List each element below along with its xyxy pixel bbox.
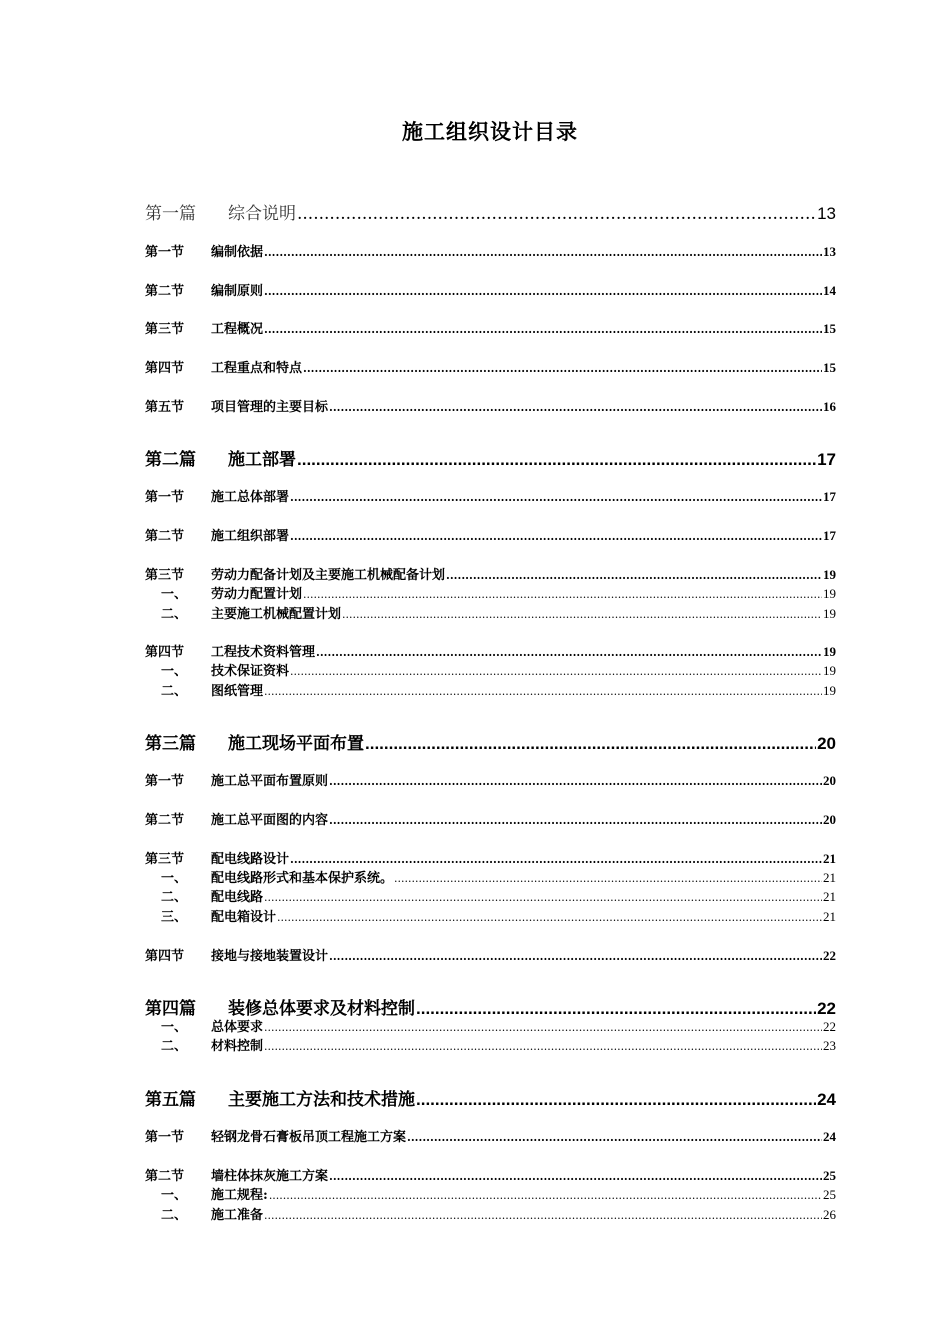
toc-entry-number: 第一节 [145,490,185,505]
toc-entry-page: 23 [823,1038,836,1053]
toc-section-entry[interactable] [145,280,836,302]
toc-entry-page: 19 [823,606,836,621]
toc-entry-page: 24 [817,1090,836,1109]
toc-entry-number: 第三节 [145,568,185,583]
toc-dot-leader [269,1189,822,1202]
toc-dot-leader [416,1090,816,1110]
toc-dot-leader [264,285,822,298]
toc-section-entry[interactable] [145,1126,836,1148]
toc-dot-leader [446,569,822,582]
toc-entry-title: 总体要求 [211,1020,264,1035]
toc-item-entry[interactable] [145,583,836,605]
toc-entry-title: 项目管理的主要目标 [211,400,329,415]
toc-dot-leader [264,323,822,336]
toc-section-entry[interactable] [145,396,836,418]
toc-entry-title: 施工规程: [211,1188,268,1203]
toc-section-entry[interactable] [145,241,836,263]
toc-entry-number: 第二节 [145,529,185,544]
toc-entry-page: 25 [823,1187,836,1202]
toc-dot-leader [329,950,822,963]
toc-entry-page: 21 [823,889,836,904]
toc-entry-page: 22 [823,948,836,963]
toc-part-entry[interactable] [145,729,836,754]
toc-entry-title: 工程重点和特点 [211,361,303,376]
toc-dot-leader [264,891,822,904]
toc-section-entry[interactable] [145,945,836,967]
toc-dot-leader [264,1021,822,1034]
toc-dot-leader [297,450,816,470]
toc-entry-page: 25 [823,1168,836,1183]
toc-entry-number: 第一节 [145,1130,185,1145]
toc-entry-title: 劳动力配备计划及主要施工机械配备计划 [211,568,446,583]
toc-dot-leader [264,1209,822,1222]
toc-entry-title: 图纸管理 [211,684,264,699]
toc-entry-number: 第四篇 [145,999,196,1019]
toc-dot-leader [303,362,822,375]
toc-item-entry[interactable] [145,603,836,625]
toc-entry-number: 第二节 [145,284,185,299]
toc-part-entry[interactable] [145,445,836,470]
toc-entry-title: 劳动力配置计划 [211,587,303,602]
toc-dot-leader [264,685,822,698]
toc-entry-page: 24 [823,1129,836,1144]
toc-entry-page: 19 [823,567,836,582]
toc-dot-leader [290,491,822,504]
toc-entry-page: 22 [817,999,836,1018]
toc-entry-number: 二、 [161,1208,188,1223]
toc-entry-page: 14 [823,283,836,298]
toc-dot-leader [394,872,822,885]
toc-section-entry[interactable] [145,357,836,379]
toc-part-entry[interactable] [145,199,836,224]
toc-entry-number: 二、 [161,890,188,905]
toc-entry-number: 一、 [161,1020,188,1035]
toc-item-entry[interactable] [145,660,836,682]
toc-entry-page: 20 [817,734,836,753]
toc-dot-leader [329,814,822,827]
toc-entry-number: 第五节 [145,400,185,415]
toc-item-entry[interactable] [145,680,836,702]
toc-part-entry[interactable] [145,1085,836,1110]
toc-dot-leader [264,1040,822,1053]
toc-item-entry[interactable] [145,1035,836,1057]
toc-dot-leader [290,665,822,678]
toc-entry-number: 二、 [161,607,188,622]
toc-part-entry[interactable] [145,994,836,1019]
toc-entry-number: 第四节 [145,361,185,376]
toc-entry-page: 17 [823,489,836,504]
toc-entry-title: 配电线路 [211,890,264,905]
toc-entry-page: 17 [817,450,836,469]
toc-entry-title: 施工总体部署 [211,490,290,505]
toc-entry-title: 主要施工方法和技术措施 [228,1090,415,1110]
toc-entry-title: 装修总体要求及材料控制 [228,999,415,1019]
toc-entry-title: 工程概况 [211,322,264,337]
toc-dot-leader [342,608,822,621]
toc-dot-leader [303,588,822,601]
toc-entry-number: 第三篇 [145,734,196,754]
toc-entry-number: 一、 [161,1188,188,1203]
toc-entry-title: 工程技术资料管理 [211,645,316,660]
toc-entry-number: 二、 [161,684,188,699]
toc-entry-number: 第三节 [145,322,185,337]
toc-section-entry[interactable] [145,525,836,547]
toc-entry-title: 编制依据 [211,245,264,260]
toc-entry-page: 21 [823,851,836,866]
toc-entry-title: 编制原则 [211,284,264,299]
toc-entry-number: 第一篇 [145,204,196,224]
toc-entry-page: 15 [823,321,836,336]
toc-entry-title: 材料控制 [211,1039,264,1054]
toc-entry-title: 墙柱体抹灰施工方案 [211,1169,329,1184]
toc-entry-title: 施工组织部署 [211,529,290,544]
toc-dot-leader [277,911,822,924]
toc-entry-title: 主要施工机械配置计划 [211,607,342,622]
toc-entry-number: 一、 [161,871,188,886]
toc-entry-number: 二、 [161,1039,188,1054]
toc-section-entry[interactable] [145,770,836,792]
toc-dot-leader [290,853,822,866]
toc-dot-leader [290,530,822,543]
toc-entry-page: 17 [823,528,836,543]
toc-entry-page: 13 [817,204,836,223]
toc-dot-leader [407,1131,822,1144]
toc-entry-title: 技术保证资料 [211,664,290,679]
toc-dot-leader [316,646,822,659]
toc-dot-leader [365,734,816,754]
toc-entry-page: 15 [823,360,836,375]
toc-dot-leader [329,1170,822,1183]
toc-entry-page: 13 [823,244,836,259]
toc-entry-number: 三、 [161,910,188,925]
toc-entry-number: 第一节 [145,774,185,789]
toc-entry-page: 22 [823,1019,836,1034]
toc-entry-title: 施工部署 [228,450,296,470]
toc-entry-title: 轻钢龙骨石膏板吊顶工程施工方案 [211,1130,407,1145]
toc-entry-number: 第四节 [145,949,185,964]
toc-dot-leader [329,775,822,788]
toc-entry-page: 16 [823,399,836,414]
toc-entry-title: 施工总平面图的内容 [211,813,329,828]
toc-entry-title: 配电线路形式和基本保护系统。 [211,871,394,886]
toc-entry-page: 20 [823,773,836,788]
toc-section-entry[interactable] [145,486,836,508]
toc-item-entry[interactable] [145,1204,836,1226]
toc-entry-page: 19 [823,644,836,659]
toc-entry-number: 第二篇 [145,450,196,470]
toc-entry-title: 配电线路设计 [211,852,290,867]
toc-entry-page: 19 [823,663,836,678]
toc-item-entry[interactable] [145,1184,836,1206]
toc-entry-page: 19 [823,586,836,601]
toc-entry-page: 19 [823,683,836,698]
toc-dot-leader [264,246,822,259]
toc-entry-number: 一、 [161,587,188,602]
toc-section-entry[interactable] [145,809,836,831]
toc-entry-number: 第一节 [145,245,185,260]
toc-entry-page: 21 [823,870,836,885]
toc-entry-number: 一、 [161,664,188,679]
document-title: 施工组织设计目录 [402,119,578,144]
toc-entry-title: 施工现场平面布置 [228,734,364,754]
toc-section-entry[interactable] [145,318,836,340]
toc-entry-title: 配电箱设计 [211,910,277,925]
toc-entry-title: 施工总平面布置原则 [211,774,329,789]
toc-dot-leader [329,401,822,414]
toc-entry-title: 综合说明 [228,204,296,224]
toc-entry-number: 第二节 [145,813,185,828]
toc-entry-number: 第三节 [145,852,185,867]
toc-entry-number: 第四节 [145,645,185,660]
toc-entry-title: 接地与接地装置设计 [211,949,329,964]
toc-entry-title: 施工准备 [211,1208,264,1223]
toc-dot-leader [297,204,816,224]
toc-entry-page: 21 [823,909,836,924]
toc-entry-page: 20 [823,812,836,827]
toc-entry-number: 第五篇 [145,1090,196,1110]
toc-entry-number: 第二节 [145,1169,185,1184]
toc-item-entry[interactable] [145,906,836,928]
toc-item-entry[interactable] [145,886,836,908]
toc-entry-page: 26 [823,1207,836,1222]
